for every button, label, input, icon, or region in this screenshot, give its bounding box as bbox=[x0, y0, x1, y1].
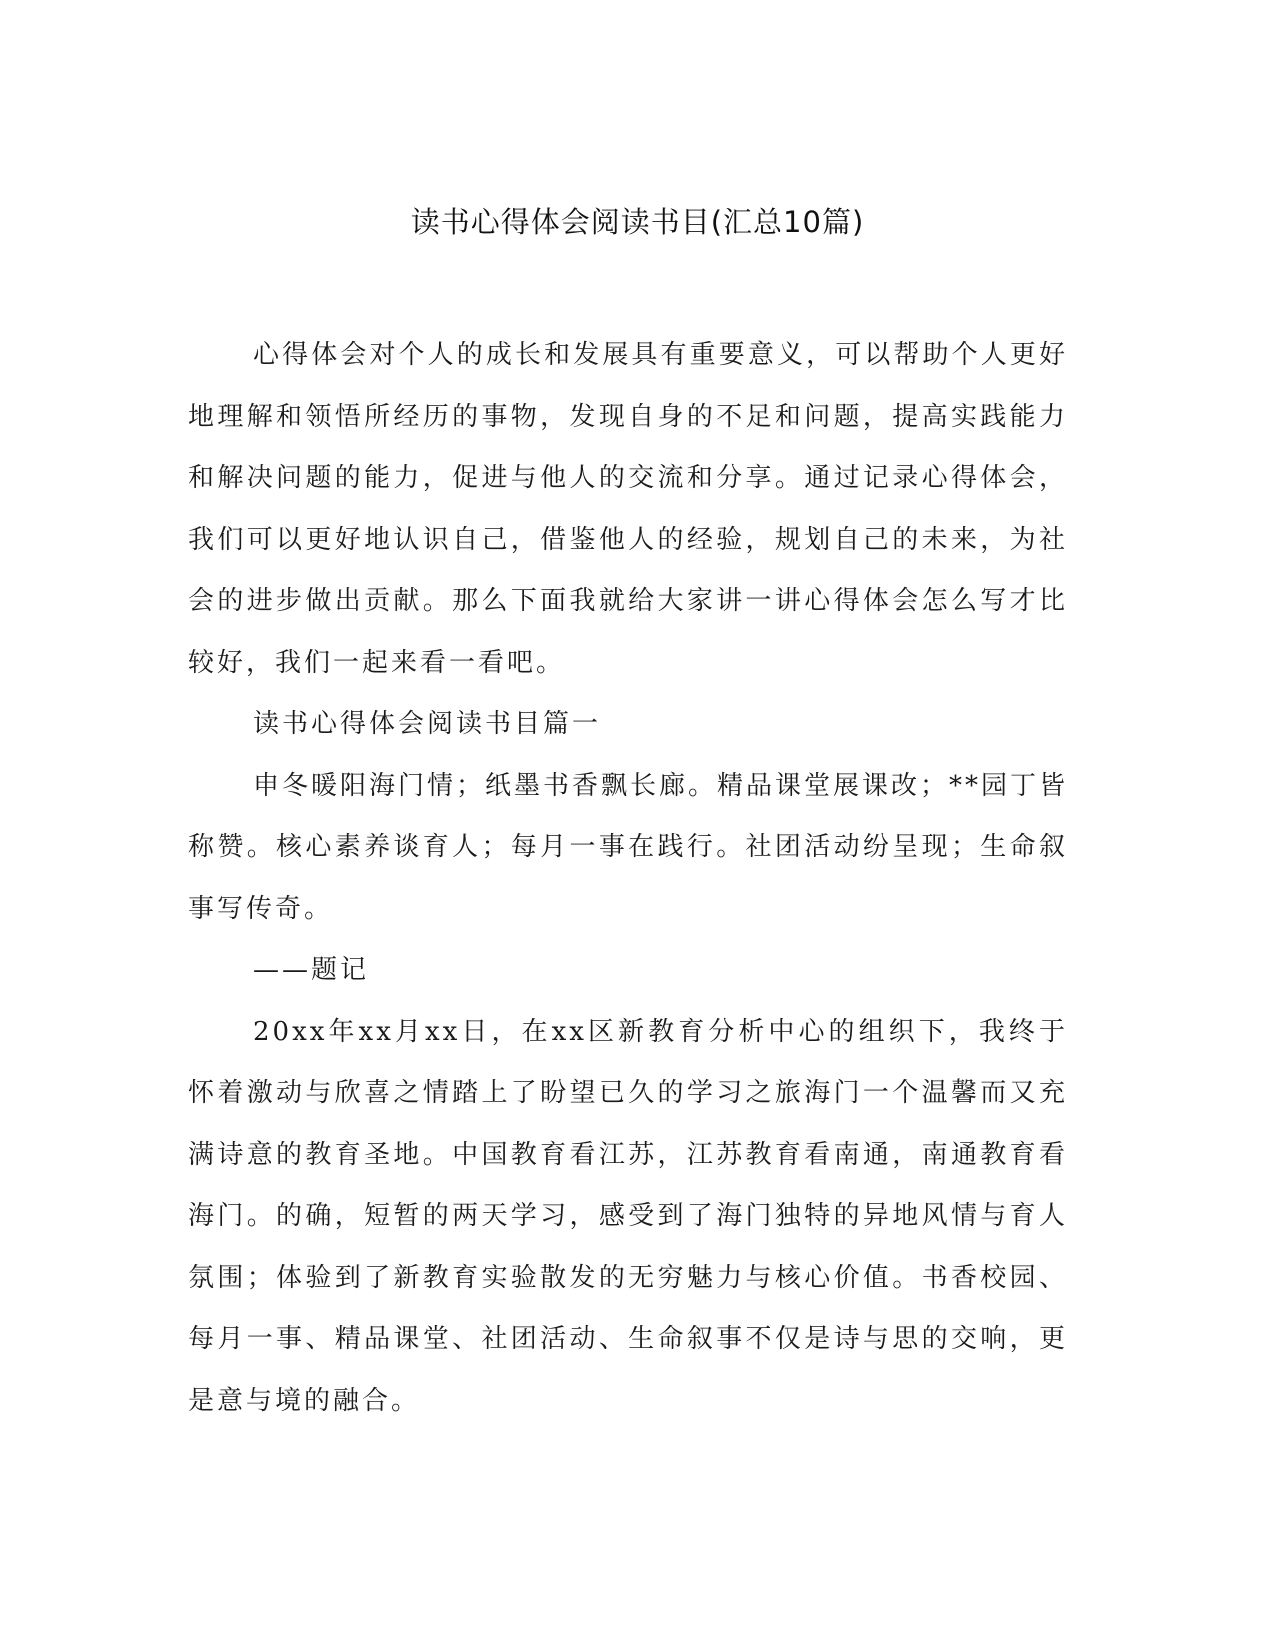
poem-paragraph: 申冬暖阳海门情；纸墨书香飘长廊。精品课堂展课改；**园丁皆称赞。核心素养谈育人；每月一事在践行。社团活动纷呈现；生命叙事写传奇。 bbox=[188, 770, 1069, 924]
epigraph: ——题记 bbox=[253, 955, 370, 985]
body-paragraph: 20xx年xx月xx日，在xx区新教育分析中心的组织下，我终于怀着激动与欣喜之情踏上了盼望已久的学习之旅海门一个温馨而又充满诗意的教育圣地。中国教育看江苏，江苏教育看南通，南通教育看海门。的确，短暂的两天学习，感受到了海门独特的异地风情与育人氛围；体验到了新教育实验散发的无穷魅力与核心价值。书香校园、每月一事、精品课堂、社团活动、生命叙事不仅是诗与思的交响，更是意与境的融合。 bbox=[188, 1016, 1068, 1416]
document-body bbox=[188, 325, 1068, 1432]
section-heading: 读书心得体会阅读书目篇一 bbox=[253, 709, 602, 739]
document-title: 读书心得体会阅读书目(汇总10篇) bbox=[410, 205, 865, 239]
intro-paragraph: 心得体会对个人的成长和发展具有重要意义，可以帮助个人更好地理解和领悟所经历的事物，发现自身的不足和问题，提高实践能力和解决问题的能力，促进与他人的交流和分享。通过记录心得体会，我们可以更好地认识自己，借鉴他人的经验，规划自己的未来，为社会的进步做出贡献。那么下面我就给大家讲一讲心得体会怎么写才比较好，我们一起来看一看吧。 bbox=[188, 340, 1068, 678]
